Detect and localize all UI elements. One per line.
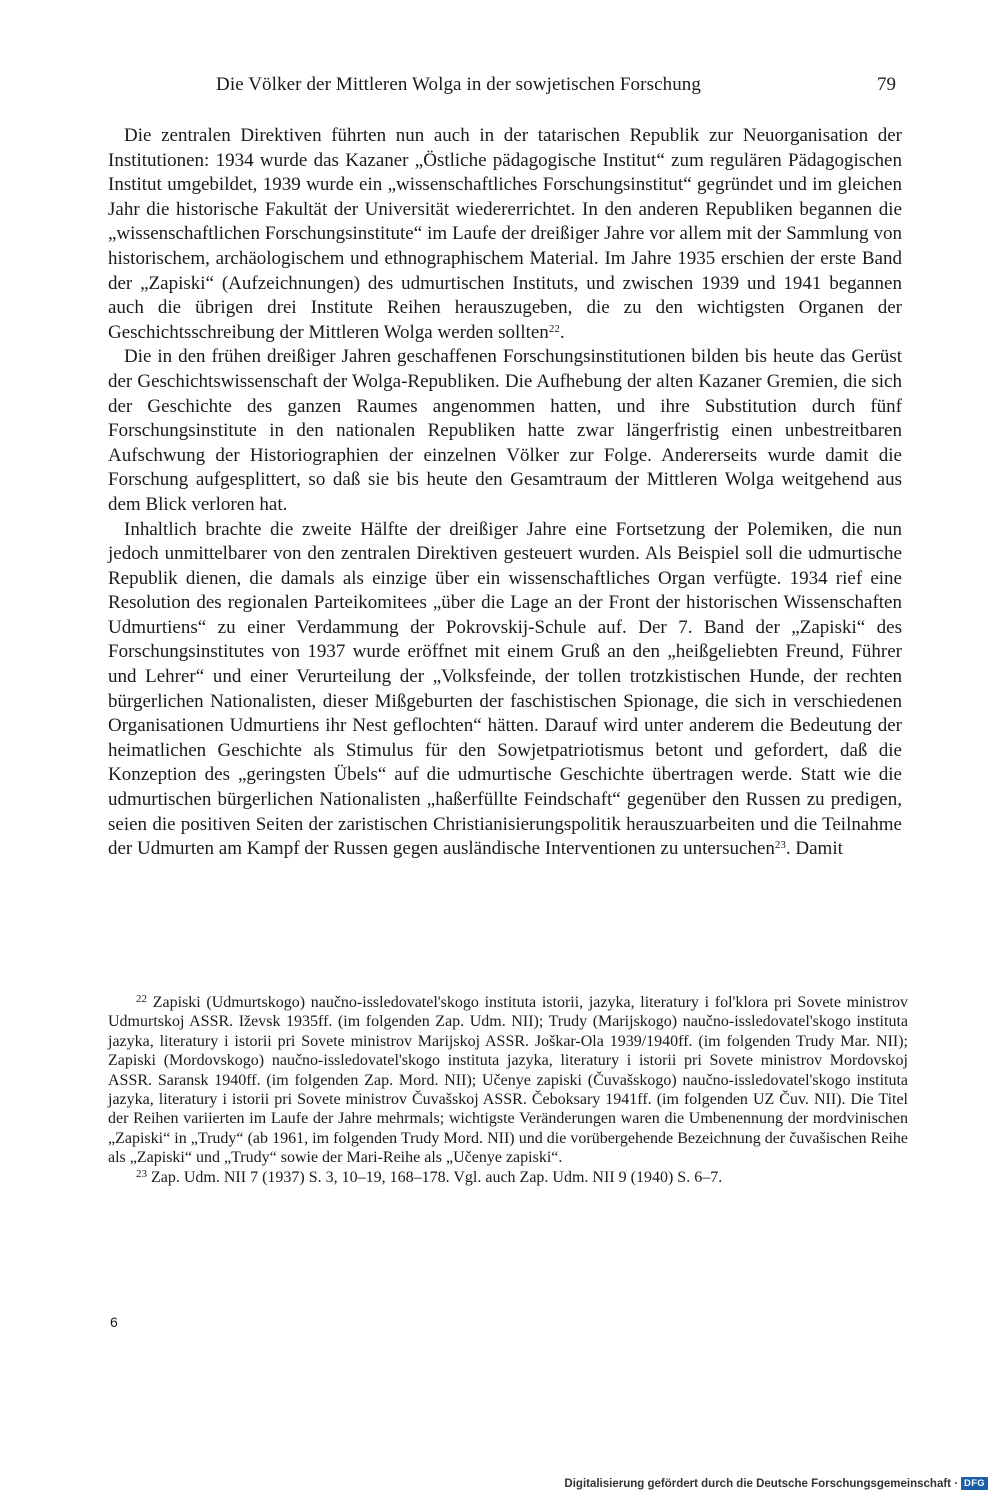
paragraph-2: Die in den frühen dreißiger Jahren geschaffenen Forschungsinstitutionen bilden bis heute das Gerüst der Geschichtswissenschaft der Wolga-Republiken. Die Aufhebung der alten Kazaner Gremien, die sich der Geschichte des ganzen Raumes angenommen hatten, und ihre Substitution durch fünf Forschungsinstitute in den nationalen Republiken hatte zwar längerfristig einen unbestreitbaren Aufschwung der Historiographien der einzelnen Völker zur Folge. Andererseits wurde damit die Forschung aufgesplittert, so daß sie bis heute den Gesamtraum der Mittleren Wolga weitgehend aus dem Blick verloren hat. [108, 346, 902, 515]
dfg-logo-icon: DFG [961, 1477, 988, 1490]
main-text [108, 124, 902, 862]
page-number: 79 [877, 74, 896, 95]
paragraph-3 [108, 518, 902, 862]
paragraph-1 [108, 124, 902, 345]
paragraph-3-end: . Damit [785, 838, 843, 860]
signature-mark: 6 [110, 1314, 118, 1330]
footnote-23-text: Zap. Udm. NII 7 (1937) S. 3, 10–19, 168–178. Vgl. auch Zap. Udm. NII 9 (1940) S. 6–7. [151, 1168, 723, 1186]
paragraph-3-text: Inhaltlich brachte die zweite Hälfte der dreißiger Jahre eine Fortsetzung der Polemiken, die nun jedoch unmittelbarer von den zentralen Direktiven gesteuert wurden. Als Beispiel soll die udmurtische Republik dienen, die damals als einzige über ein wissenschaftliches Organ verfügte. 1934 rief eine Resolution des regionalen Parteikomitees „über die Lage an der Front der historischen Wissenschaften Udmurtiens“ zu einer Verdammung der Pokrovskij-Schule auf. Der 7. Band der „Zapiski“ des Forschungsinstitutes von 1937 wurde eröffnet mit einem Gruß an den „heißgeliebten Freund, Führer und Lehrer“ und einer Verurteilung der „Volksfeinde, der tollen trotzkistischen Hunde, der rechten bürgerlichen Nationalisten, dieser Mißgeburten der faschistischen Spionage, die sich in verschiedenen Organisationen Udmurtiens ihr Nest geflochten“ hätten. Darauf wird unter anderem die Bedeutung der heimatlichen Geschichte als Stimulus für den Sowjetpatriotismus betont und gefordert, daß die Konzeption des „geringsten Übels“ auf die udmurtische Geschichte übertragen werde. Statt wie die udmurtischen bürgerlichen Nationalisten „haßerfüllte Feindschaft“ gegenüber den Russen zu predigen, seien die positiven Seiten der zaristischen Christianisierungspolitik herauszuarbeiten und die Teilnahme der Udmurten am Kampf der Russen gegen ausländische Interventionen zu untersuchen [108, 518, 902, 860]
footnote-22 [108, 993, 908, 1168]
footnote-ref-23[interactable]: 23 [774, 839, 786, 852]
footnote-23 [108, 1168, 908, 1187]
footnotes [108, 993, 908, 1187]
paragraph-1-end: . [559, 321, 565, 343]
running-title: Die Völker der Mittleren Wolga in der sowjetischen Forschung [216, 74, 701, 95]
footnote-ref-22[interactable]: 22 [548, 322, 560, 335]
funding-credit [564, 1477, 988, 1490]
page-header [110, 70, 900, 100]
footnote-23-mark: 23 [136, 1167, 147, 1180]
footnote-22-text: Zapiski (Udmurtskogo) naučno-issledovatel'skogo instituta istorii, jazyka, literatury i fol'klora pri Sovete ministrov Udmurtskoj ASSR. Iževsk 1935ff. (im folgenden Zap. Udm. NII); Trudy (Marijskogo) naučno-issledovatel'skogo instituta jazyka, literatury i istorii pri Sovete ministrov Marijskoj ASSR. Joškar-Ola 1939/1940ff. (im folgenden Trudy Mar. NII); Zapiski (Mordovskogo) naučno-issledovatel'skogo instituta jazyka, literatury i istorii pri Sovete ministrov Mordovskoj ASSR. Saransk 1940ff. (im folgenden Zap. Mord. NII); Učenye zapiski (Čuvašskogo) naučno-issledovatel'skogo instituta jazyka, literatury i istorii pri Sovete ministrov Čuvašskoj ASSR. Čeboksary 1941ff. (im folgenden UZ Čuv. NII). Die Titel der Reihen variierten im Laufe der Jahre mehrmals; wichtigste Veränderungen waren die Umbenennung der mordvinischen „Zapiski“ in „Trudy“ (ab 1961, im folgenden Trudy Mord. NII) und die vorübergehende Bezeichnung der čuvašischen Reihe als „Zapiski“ und „Trudy“ sowie der Mari-Reihe als „Učenye zapiski“. [108, 994, 908, 1167]
funding-credit-text: Digitalisierung gefördert durch die Deutsche Forschungsgemeinschaft · [564, 1477, 959, 1490]
footnote-22-mark: 22 [136, 993, 147, 1005]
paragraph-1-text: Die zentralen Direktiven führten nun auch in der tatarischen Republik zur Neuorganisation der Institutionen: 1934 wurde das Kazaner „Östliche pädagogische Institut“ zum regulären Pädagogischen Institut umgebildet, 1939 wurde ein „wissenschaftliches Forschungsinstitut“ gegründet und im gleichen Jahr die historische Fakultät der Universität wiedererrichtet. In den anderen Republiken begannen die „wissenschaftlichen Forschungsinstitute“ im Laufe der dreißiger Jahre vor allem mit der Sammlung von historischem, archäologischem und ethnographischem Material. Im Jahre 1935 erschien der erste Band der „Zapiski“ (Aufzeichnungen) des udmurtischen Instituts, und zwischen 1939 und 1941 begannen auch die übrigen drei Institute Reihen herauszugeben, die zu den wichtigsten Organen der Geschichtsschreibung der Mittleren Wolga werden sollten [108, 125, 902, 343]
